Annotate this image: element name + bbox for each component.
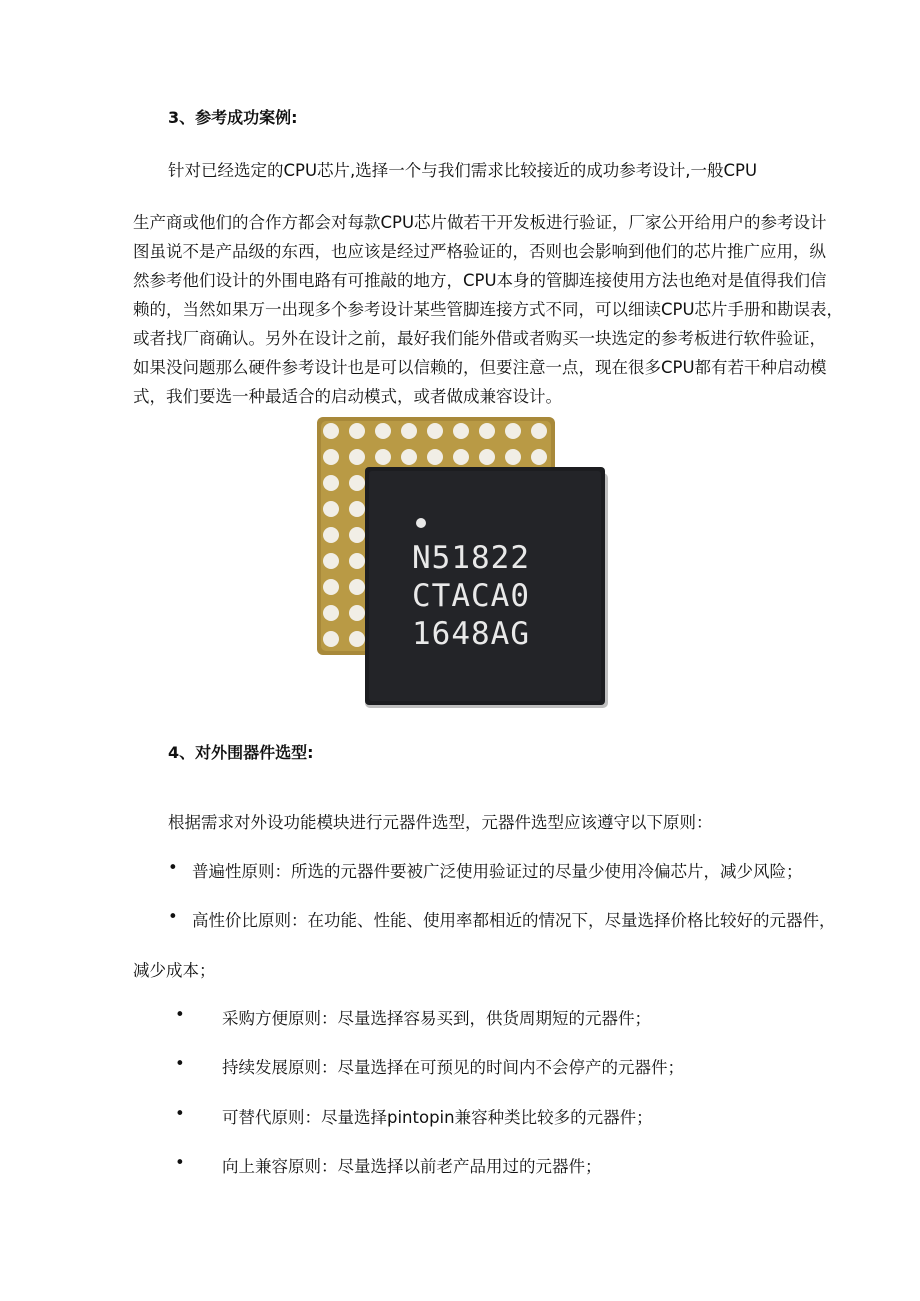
list-item-text: 普遍性原则：所选的元器件要被广泛使用验证过的尽量少使用冷偏芯片，减少风险；: [192, 862, 803, 881]
solder-pad: [427, 449, 443, 465]
bullet-dot: •: [175, 1054, 185, 1073]
chip-photo: [315, 415, 610, 710]
solder-pad: [323, 579, 339, 595]
solder-pad: [349, 449, 365, 465]
solder-pad: [531, 449, 547, 465]
solder-pad: [349, 631, 365, 647]
paragraph-line: 图虽说不是产品级的东西，也应该是经过严格验证的，否则也会影响到他们的芯片推广应用，纵: [133, 242, 826, 261]
list-item: [168, 858, 178, 877]
solder-pad: [479, 423, 495, 439]
solder-pad: [323, 449, 339, 465]
paragraph-line: 赖的，当然如果万一出现多个参考设计某些管脚连接方式不同，可以细读CPU芯片手册和勘误表，: [133, 300, 844, 319]
solder-pad: [375, 423, 391, 439]
paragraph-line: 如果没问题那么硬件参考设计也是可以信赖的，但要注意一点，现在很多CPU都有若干种启动模: [133, 358, 827, 377]
paragraph-line: 式，我们要选一种最适合的启动模式，或者做成兼容设计。: [133, 387, 562, 406]
list-item: [175, 1054, 185, 1073]
paragraph-body: [133, 208, 844, 411]
solder-pad: [401, 423, 417, 439]
solder-pad: [323, 527, 339, 543]
solder-pad: [453, 423, 469, 439]
list-item-continuation: 减少成本；: [133, 961, 216, 980]
list-item: [168, 907, 178, 926]
list-item: [175, 1104, 185, 1123]
solder-pad: [323, 475, 339, 491]
solder-pad: [479, 449, 495, 465]
paragraph-first-line: 针对已经选定的CPU芯片,选择一个与我们需求比较接近的成功参考设计,一般CPU: [168, 161, 758, 180]
bullet-dot: •: [175, 1104, 185, 1123]
section-4-intro: 根据需求对外设功能模块进行元器件选型，元器件选型应该遵守以下原则：: [168, 813, 713, 832]
paragraph-line: 或者找厂商确认。另外在设计之前，最好我们能外借或者购买一块选定的参考板进行软件验证，: [133, 329, 826, 348]
chip-marking-line-1: N51822: [412, 540, 530, 576]
list-item-text: 可替代原则：尽量选择pintopin兼容种类比较多的元器件；: [222, 1108, 653, 1127]
list-item: [175, 1005, 185, 1024]
pin1-dot: [416, 518, 426, 528]
solder-pad: [323, 631, 339, 647]
chip-marking-line-3: 1648AG: [412, 616, 530, 652]
solder-pad: [531, 423, 547, 439]
list-item-text: 持续发展原则：尽量选择在可预见的时间内不会停产的元器件；: [222, 1058, 684, 1077]
chip-illustration: [315, 415, 610, 710]
solder-pad: [375, 449, 391, 465]
paragraph-line: 然参考他们设计的外围电路有可推敲的地方，CPU本身的管脚连接使用方法也绝对是值得我们信: [133, 271, 827, 290]
solder-pad: [323, 423, 339, 439]
solder-pad: [349, 423, 365, 439]
list-item: [175, 1153, 185, 1172]
list-item-text: 采购方便原则：尽量选择容易买到，供货周期短的元器件；: [222, 1009, 651, 1028]
solder-pad: [323, 501, 339, 517]
bullet-dot: •: [175, 1153, 185, 1172]
paragraph-line: 生产商或他们的合作方都会对每款CPU芯片做若干开发板进行验证，厂家公开给用户的参考设计: [133, 213, 827, 232]
solder-pad: [323, 553, 339, 569]
solder-pad: [349, 475, 365, 491]
solder-pad: [349, 527, 365, 543]
solder-pad: [505, 423, 521, 439]
list-item-text: 向上兼容原则：尽量选择以前老产品用过的元器件；: [222, 1157, 602, 1176]
section-4-heading: 4、对外围器件选型:: [168, 743, 314, 762]
list-item-text: 高性价比原则：在功能、性能、使用率都相近的情况下，尽量选择价格比较好的元器件，: [192, 911, 836, 930]
section-3-heading: 3、参考成功案例:: [168, 108, 298, 127]
solder-pad: [401, 449, 417, 465]
solder-pad: [349, 579, 365, 595]
solder-pad: [453, 449, 469, 465]
solder-pad: [349, 605, 365, 621]
solder-pad: [349, 501, 365, 517]
bullet-dot: •: [168, 858, 178, 877]
bullet-dot: •: [175, 1005, 185, 1024]
bullet-dot: •: [168, 907, 178, 926]
solder-pad: [427, 423, 443, 439]
solder-pad: [349, 553, 365, 569]
chip-marking-line-2: CTACA0: [412, 578, 530, 614]
solder-pad: [323, 605, 339, 621]
solder-pad: [505, 449, 521, 465]
